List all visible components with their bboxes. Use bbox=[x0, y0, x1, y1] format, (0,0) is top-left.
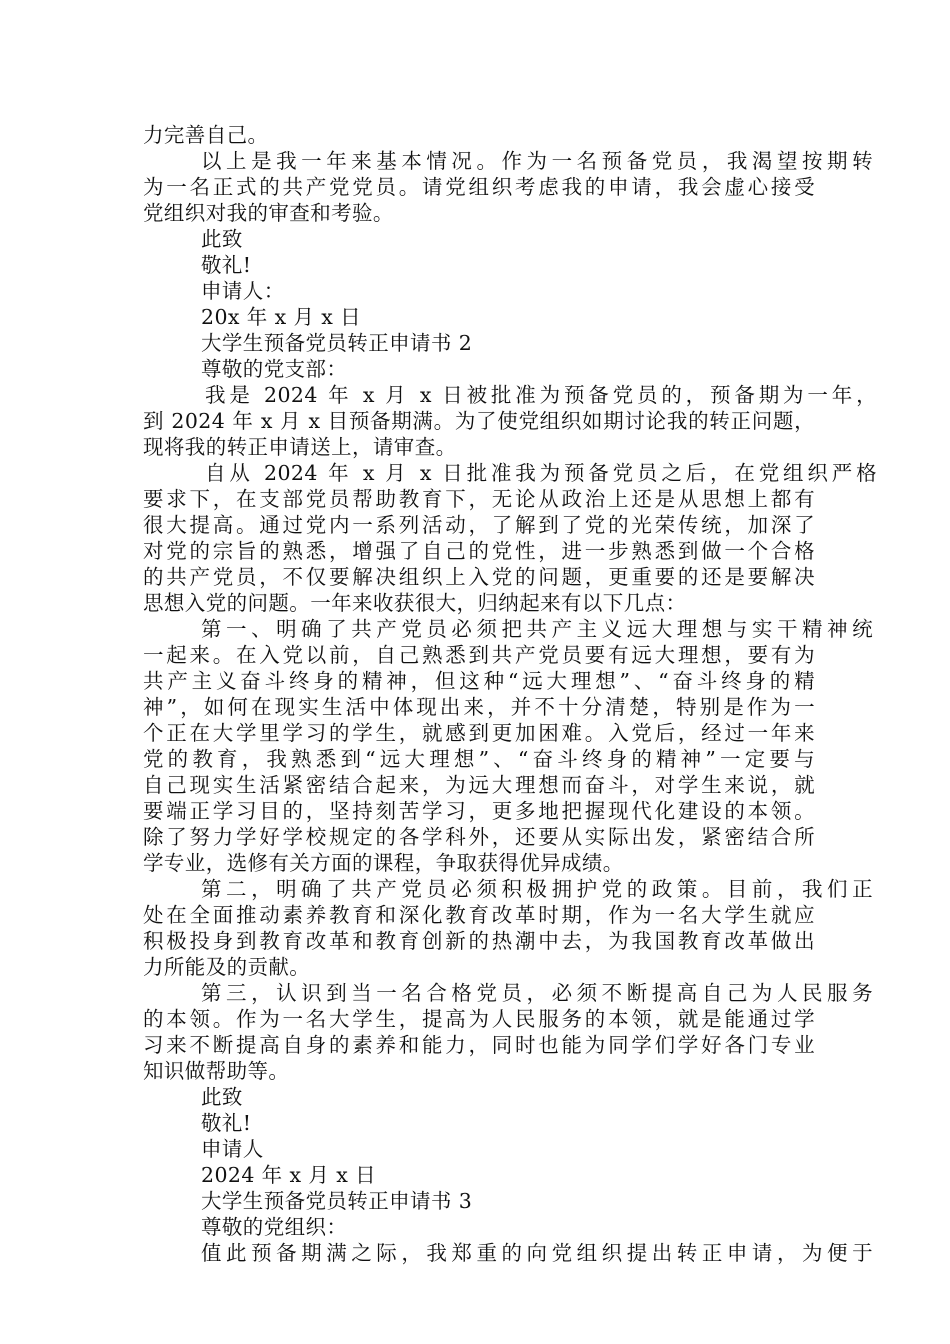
text-line: 一起来。在入党以前，自己熟悉到共产党员要有远大理想，要有为 bbox=[143, 643, 815, 667]
applicant-label: 申请人 bbox=[201, 1137, 264, 1161]
closing-regards: 敬礼! bbox=[201, 253, 252, 277]
text-line: 神”，如何在现实生活中体现出来，并不十分清楚，特别是作为一 bbox=[143, 695, 815, 719]
text-line: 习来不断提高自身的素养和能力，同时也能为同学们学好各门专业 bbox=[143, 1033, 815, 1057]
text-line: 第一、明确了共产党员必须把共产主义远大理想与实干精神统 bbox=[201, 617, 873, 641]
text-line: 对党的宗旨的熟悉，增强了自己的党性，进一步熟悉到做一个合格 bbox=[143, 539, 815, 563]
text-line: 要端正学习目的，坚持刻苦学习，更多地把握现代化建设的本领。 bbox=[143, 799, 815, 823]
closing-salutation: 此致 bbox=[201, 227, 243, 251]
text-line: 思想入党的问题。一年来收获很大，归纳起来有以下几点： bbox=[143, 591, 687, 615]
greeting: 尊敬的党组织： bbox=[201, 1215, 348, 1239]
text-line: 要求下，在支部党员帮助教育下，无论从政治上还是从思想上都有 bbox=[143, 487, 815, 511]
text-line: 党组织对我的审查和考验。 bbox=[143, 201, 394, 225]
text-line: 到 2024 年 x 月 x 目预备期满。为了使党组织如期讨论我的转正问题， bbox=[143, 409, 815, 433]
text-line: 很大提高。通过党内一系列活动，了解到了党的光荣传统，加深了 bbox=[143, 513, 815, 537]
text-line: 学专业，选修有关方面的课程，争取获得优异成绩。 bbox=[143, 851, 624, 875]
text-line: 自从 2024 年 x 月 x 日批准我为预备党员之后，在党组织严格 bbox=[205, 461, 877, 485]
text-line: 个正在大学里学习的学生，就感到更加困难。入党后，经过一年来 bbox=[143, 721, 815, 745]
text-line: 除了努力学好学校规定的各学科外，还要从实际出发，紧密结合所 bbox=[143, 825, 815, 849]
text-line: 现将我的转正申请送上，请审查。 bbox=[143, 435, 457, 459]
text-line: 我是 2024 年 x 月 x 日被批准为预备党员的，预备期为一年， bbox=[205, 383, 877, 407]
text-line: 的共产党员，不仅要解决组织上入党的问题，更重要的还是要解决 bbox=[143, 565, 815, 589]
date-line: 2024 年 x 月 x 日 bbox=[201, 1163, 376, 1187]
text-line: 第二，明确了共产党员必须积极拥护党的政策。目前，我们正 bbox=[201, 877, 873, 901]
text-line: 为一名正式的共产党党员。请党组织考虑我的申请，我会虚心接受 bbox=[143, 175, 815, 199]
closing-salutation: 此致 bbox=[201, 1085, 243, 1109]
section-heading: 大学生预备党员转正申请书 3 bbox=[201, 1189, 473, 1213]
date-line: 20x 年 x 月 x 日 bbox=[201, 305, 362, 329]
text-line: 党的教育，我熟悉到“远大理想”、“奋斗终身的精神”一定要与 bbox=[143, 747, 815, 771]
text-line: 积极投身到教育改革和教育创新的热潮中去，为我国教育改革做出 bbox=[143, 929, 815, 953]
text-line: 值此预备期满之际，我郑重的向党组织提出转正申请，为便于 bbox=[201, 1241, 873, 1265]
text-line: 力完善自己。 bbox=[143, 123, 269, 147]
text-line: 的本领。作为一名大学生，提高为人民服务的本领，就是能通过学 bbox=[143, 1007, 815, 1031]
closing-regards: 敬礼! bbox=[201, 1111, 252, 1135]
text-line: 知识做帮助等。 bbox=[143, 1059, 290, 1083]
text-line: 以上是我一年来基本情况。作为一名预备党员，我渴望按期转 bbox=[201, 149, 873, 173]
text-line: 自己现实生活紧密结合起来，为远大理想而奋斗，对学生来说，就 bbox=[143, 773, 815, 797]
greeting: 尊敬的党支部： bbox=[201, 357, 348, 381]
section-heading: 大学生预备党员转正申请书 2 bbox=[201, 331, 473, 355]
applicant-label: 申请人： bbox=[201, 279, 285, 303]
text-line: 第三，认识到当一名合格党员，必须不断提高自己为人民服务 bbox=[201, 981, 873, 1005]
text-line: 处在全面推动素养教育和深化教育改革时期，作为一名大学生就应 bbox=[143, 903, 815, 927]
text-line: 力所能及的贡献。 bbox=[143, 955, 311, 979]
text-line: 共产主义奋斗终身的精神，但这种“远大理想”、“奋斗终身的精 bbox=[143, 669, 815, 693]
